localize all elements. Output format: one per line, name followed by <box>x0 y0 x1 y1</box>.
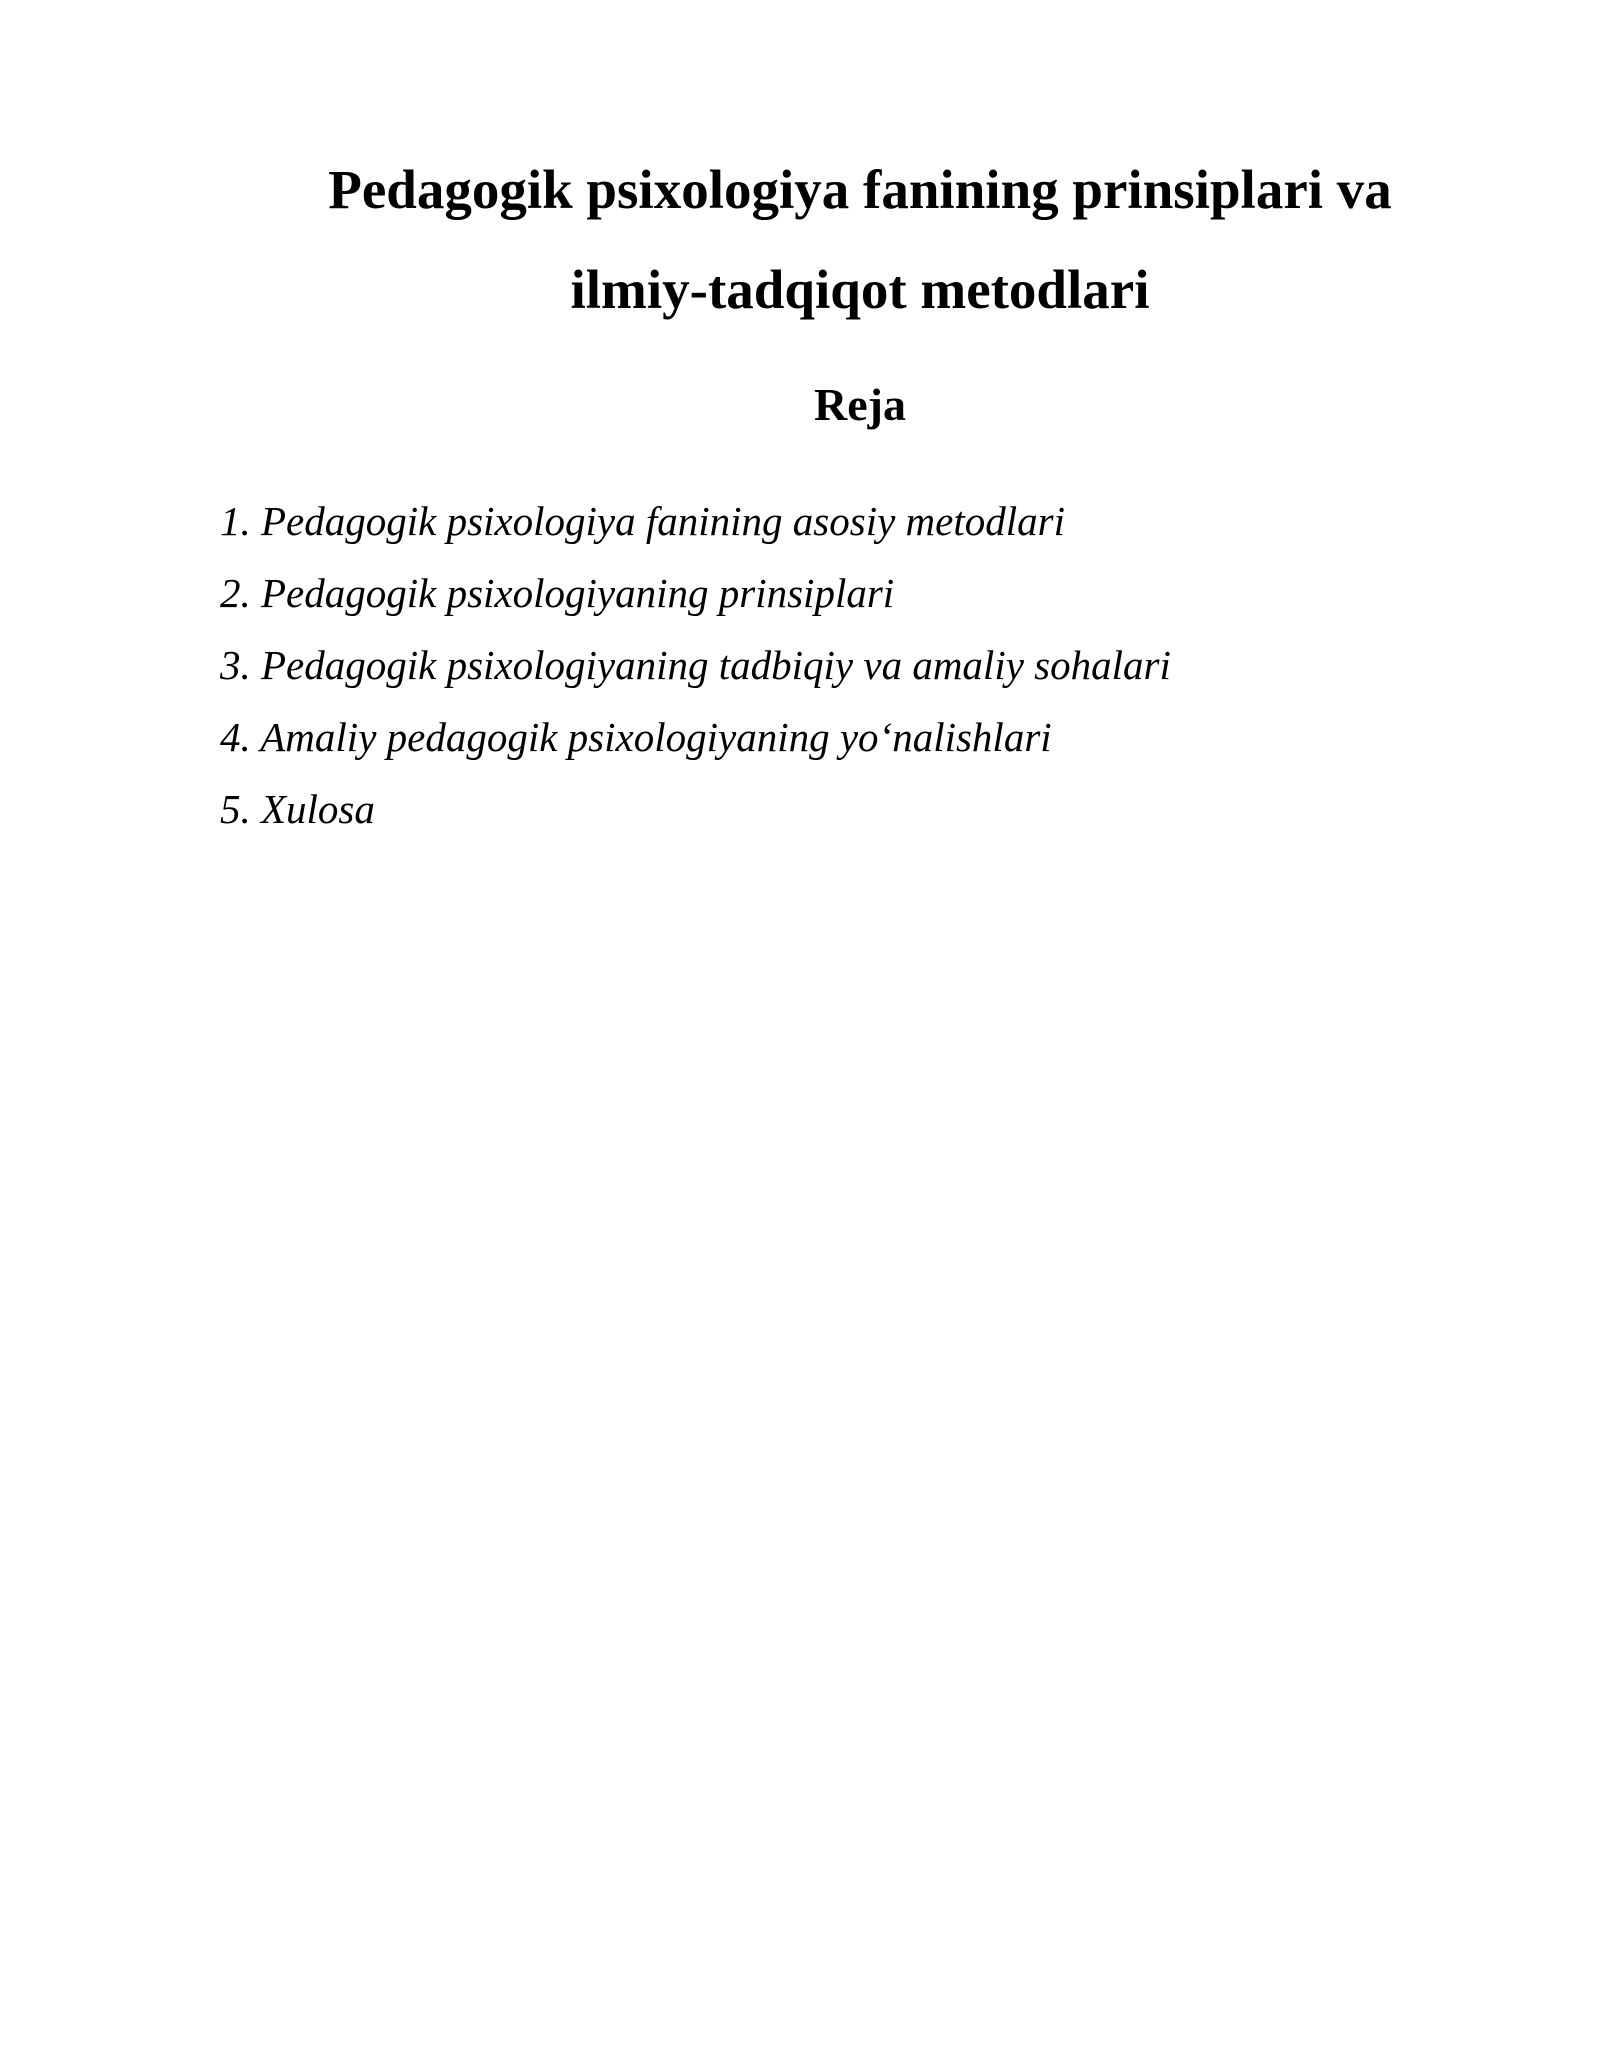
plan-item: 4. Amaliy pedagogik psixologiyaning yo‘nalishlari <box>220 714 1052 760</box>
plan-item: 2. Pedagogik psixologiyaning prinsiplari <box>220 570 895 616</box>
title-line: ilmiy-tadqiqot metodlari <box>570 259 1150 320</box>
plan-item: 1. Pedagogik psixologiya fanining asosiy metodlari <box>220 498 1065 544</box>
plan-item: 3. Pedagogik psixologiyaning tadbiqiy va amaliy sohalari <box>220 642 1171 688</box>
title-line: Pedagogik psixologiya fanining prinsiplari va <box>328 159 1392 220</box>
document-title <box>280 140 1440 340</box>
plan-list <box>220 485 1171 845</box>
plan-item: 5. Xulosa <box>220 786 375 832</box>
plan-heading: Reja <box>814 379 906 430</box>
